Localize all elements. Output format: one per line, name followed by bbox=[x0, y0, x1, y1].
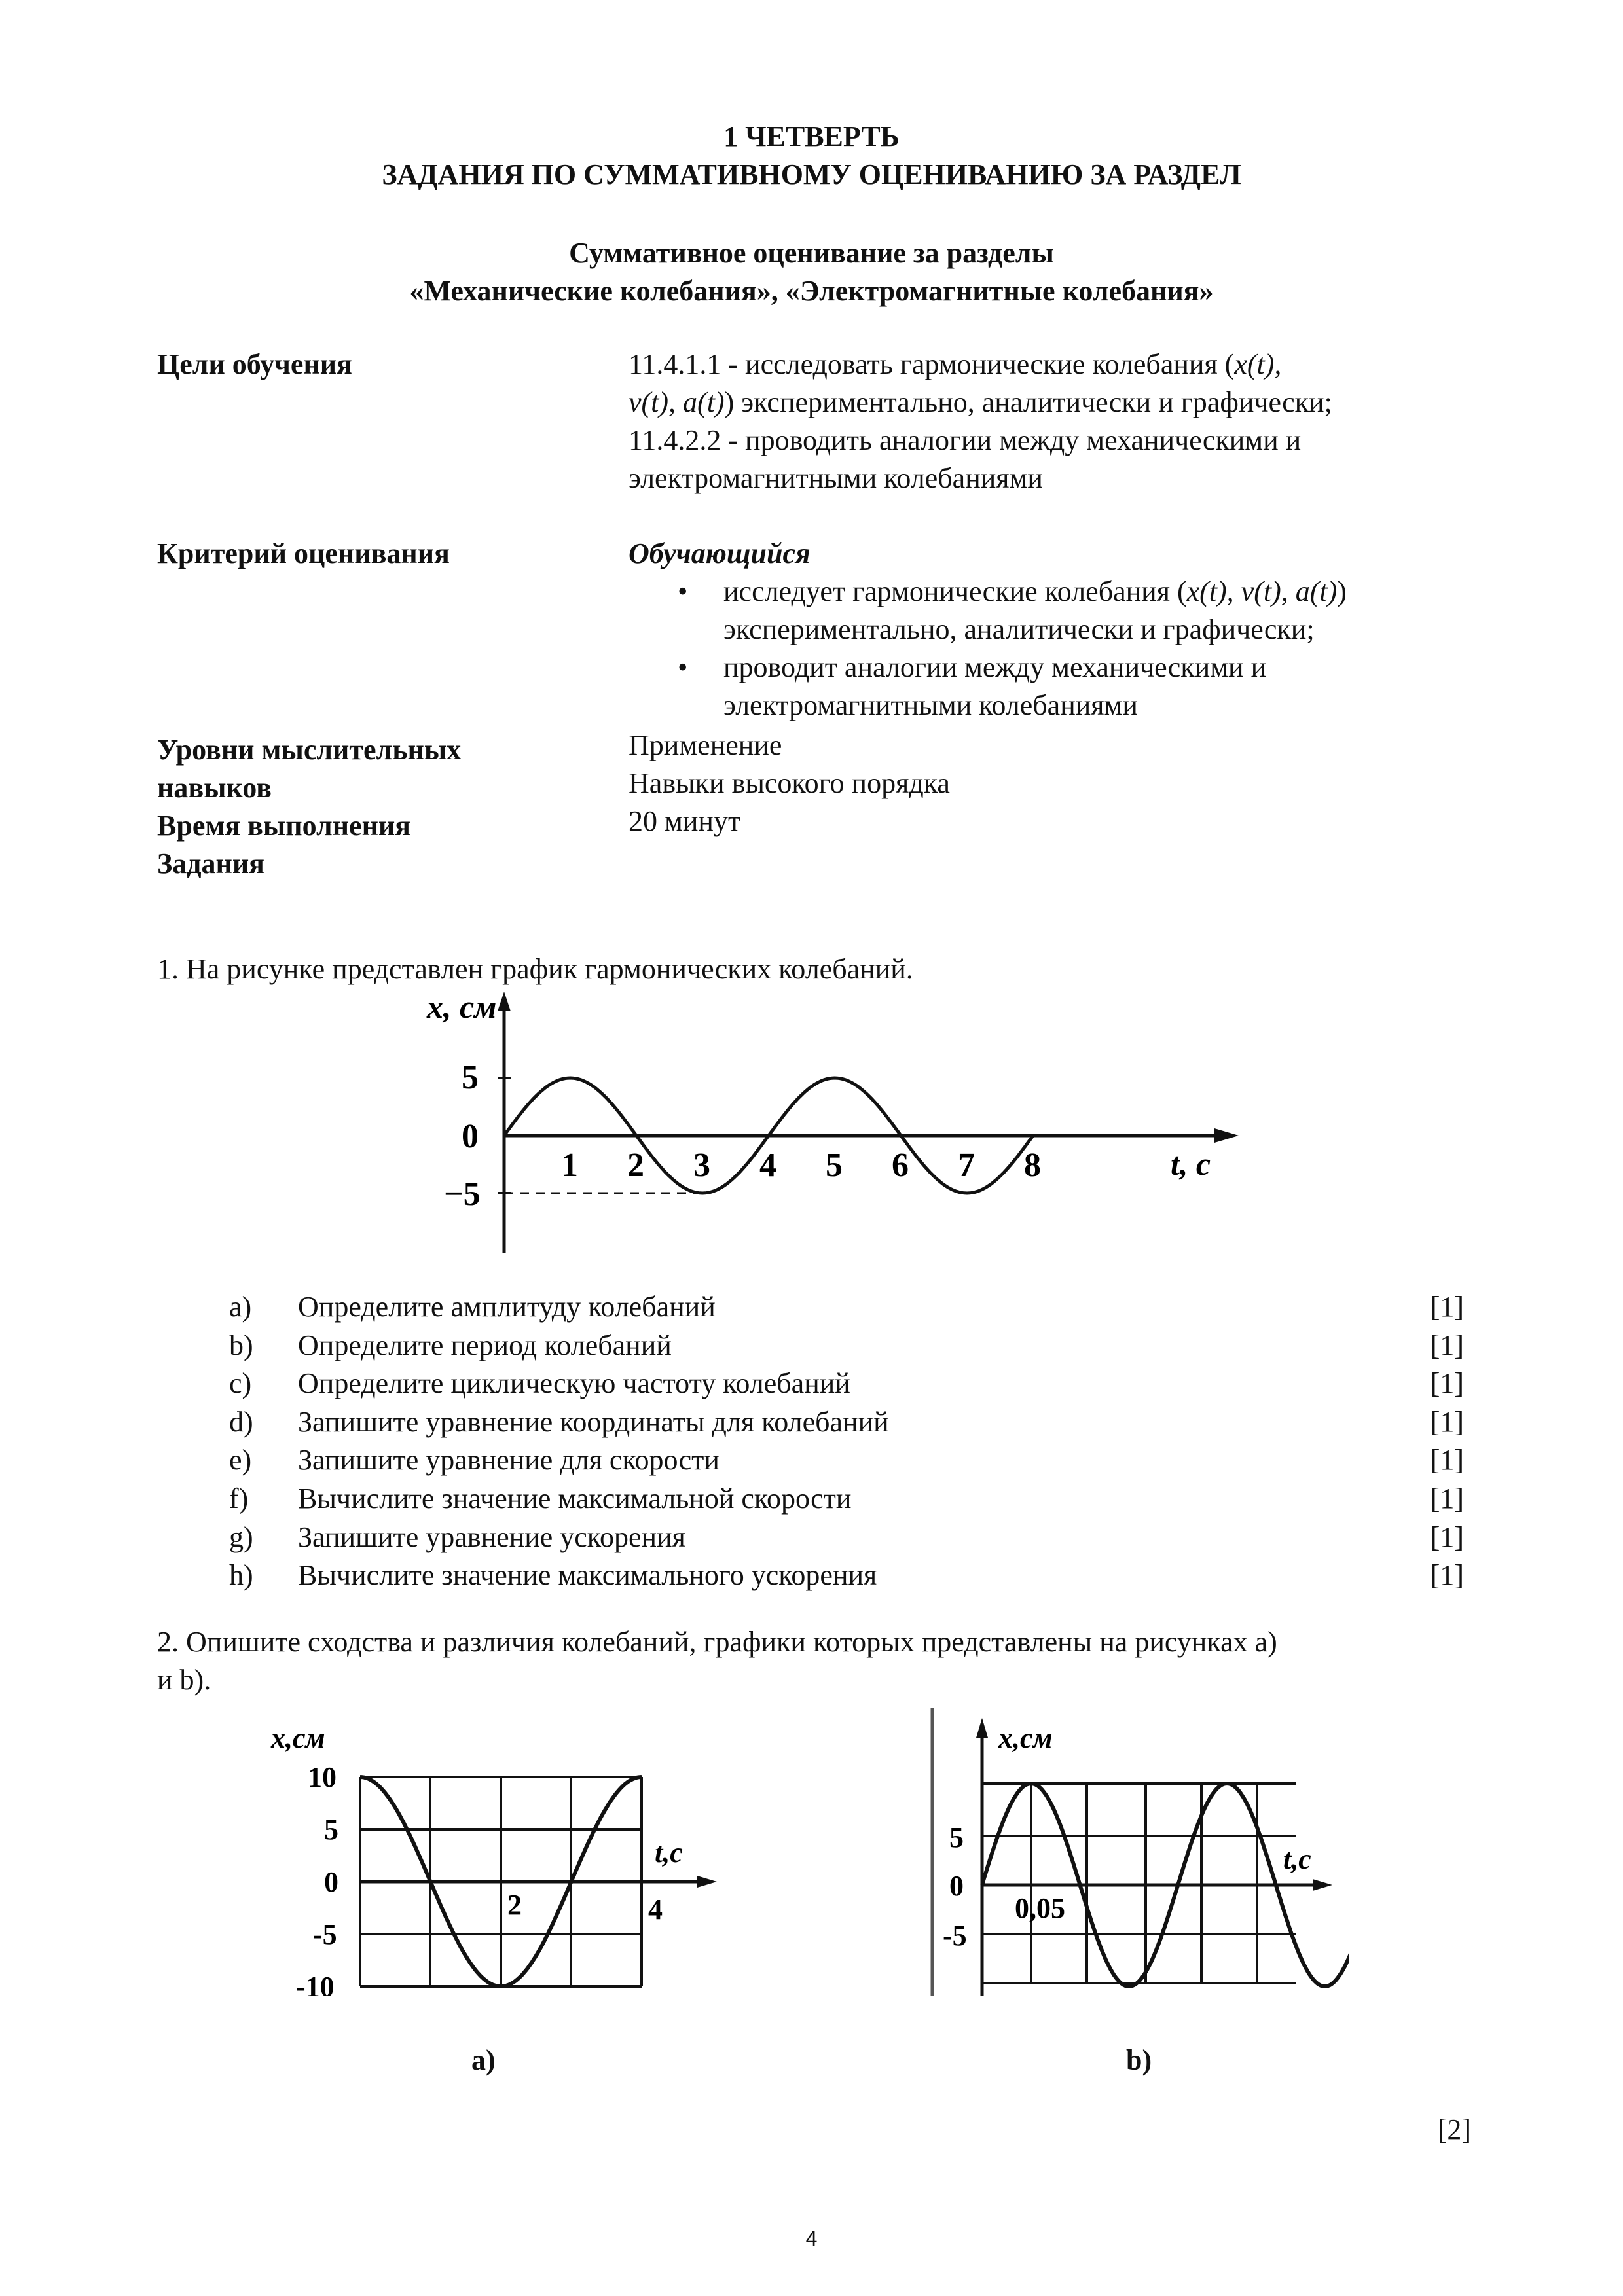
question-1-text: 1. На рисунке представлен график гармонических колебаний. bbox=[157, 953, 913, 985]
q1-item-letter: d) bbox=[229, 1405, 253, 1438]
y-axis-label: x, см bbox=[427, 988, 497, 1025]
q1-item-letter: e) bbox=[229, 1444, 252, 1477]
x-tick-label: 7 bbox=[958, 1147, 975, 1184]
y-axis-arrow bbox=[498, 992, 511, 1011]
chart-b bbox=[930, 1702, 1349, 2003]
chart-b-xlabel: t,c bbox=[1283, 1843, 1311, 1875]
criteria-label: Критерий оценивания bbox=[157, 537, 450, 569]
criteria-head: Обучающийся bbox=[629, 537, 811, 569]
levels-label-2: навыков bbox=[157, 772, 272, 804]
caption-b: b) bbox=[1126, 2044, 1152, 2076]
q1-item-mark: [1] bbox=[1430, 1482, 1464, 1515]
bullet-2: • bbox=[678, 651, 688, 683]
section-title: ЗАДАНИЯ ПО СУММАТИВНОМУ ОЦЕНИВАНИЮ ЗА РАЗДЕЛ bbox=[382, 158, 1241, 190]
goals-label: Цели обучения bbox=[157, 348, 352, 380]
chart-a-xtick-4: 4 bbox=[648, 1893, 663, 1926]
q1-item-mark: [1] bbox=[1430, 1405, 1464, 1438]
question-2-text-line-2: и b). bbox=[157, 1664, 211, 1696]
page-number: 4 bbox=[805, 2227, 818, 2250]
x-axis-arrow bbox=[1214, 1128, 1239, 1143]
criteria-bullet-1: исследует гармонические колебания (x(t), v(t), a(t)) bbox=[723, 575, 1347, 607]
chart-b-x-arrow bbox=[1313, 1879, 1332, 1891]
q1-item-mark: [1] bbox=[1430, 1520, 1464, 1553]
chart-b-ytick-minus5: -5 bbox=[943, 1920, 967, 1952]
chart-a-ytick-0: 0 bbox=[324, 1866, 338, 1898]
caption-a: а) bbox=[471, 2044, 496, 2076]
bullet-1: • bbox=[678, 575, 688, 607]
x-tick-label: 6 bbox=[892, 1147, 909, 1184]
chart-b-y-arrow bbox=[976, 1718, 988, 1738]
q1-item-mark: [1] bbox=[1430, 1559, 1464, 1592]
q1-item-text: Определите период колебаний bbox=[298, 1329, 672, 1361]
chart-a-ytick-5: 5 bbox=[324, 1814, 338, 1846]
q1-item-text: Определите циклическую частоту колебаний bbox=[298, 1367, 850, 1400]
y-tick-label-0: 0 bbox=[462, 1118, 479, 1155]
q1-item-text: Вычислите значение максимального ускорения bbox=[298, 1559, 877, 1592]
criteria-bullet-2: проводит аналогии между механическими и bbox=[723, 651, 1267, 683]
x-axis-label: t, с bbox=[1171, 1145, 1211, 1182]
levels-value-1: Применение bbox=[629, 729, 782, 761]
q1-item-text: Вычислите значение максимальной скорости bbox=[298, 1482, 852, 1515]
question-2-text-line-1: 2. Опишите сходства и различия колебаний, графики которых представлены на рисунках а) bbox=[157, 1626, 1277, 1658]
y-tick-label-5: 5 bbox=[462, 1059, 479, 1096]
x-tick-label: 2 bbox=[627, 1147, 644, 1184]
q1-item-text: Определите амплитуду колебаний bbox=[298, 1291, 716, 1323]
q1-item-letter: b) bbox=[229, 1329, 253, 1361]
goal-line-3: 11.4.2.2 - проводить аналогии между механическими и bbox=[629, 424, 1302, 456]
q1-item-letter: c) bbox=[229, 1367, 252, 1400]
q1-item-mark: [1] bbox=[1430, 1444, 1464, 1477]
x-tick-label: 5 bbox=[826, 1147, 843, 1184]
chart-a-ytick-10: 10 bbox=[308, 1761, 337, 1793]
chart-a bbox=[262, 1715, 746, 1996]
assessment-sections: «Механические колебания», «Электромагнитные колебания» bbox=[409, 275, 1214, 307]
criteria-bullet-2-line-2: электромагнитными колебаниями bbox=[723, 689, 1138, 721]
chart-a-x-arrow bbox=[697, 1876, 717, 1888]
q1-item-letter: f) bbox=[229, 1482, 249, 1515]
levels-label-1: Уровни мыслительных bbox=[157, 734, 462, 766]
q1-item-text: Запишите уравнение для скорости bbox=[298, 1444, 720, 1477]
q1-item-letter: a) bbox=[229, 1291, 252, 1323]
x-tick-label: 3 bbox=[693, 1147, 710, 1184]
q1-item-letter: g) bbox=[229, 1520, 253, 1553]
chart-a-xtick-2: 2 bbox=[507, 1889, 522, 1921]
x-tick-label: 4 bbox=[759, 1147, 776, 1184]
chart-harmonic bbox=[412, 985, 1257, 1260]
chart-a-xlabel: t,c bbox=[655, 1837, 683, 1869]
levels-value-2: Навыки высокого порядка bbox=[629, 767, 950, 799]
goal-line-1: 11.4.1.1 - исследовать гармонические колебания (x(t), bbox=[629, 348, 1282, 380]
q1-item-mark: [1] bbox=[1430, 1291, 1464, 1323]
x-tick-label: 8 bbox=[1024, 1147, 1041, 1184]
quarter-title: 1 ЧЕТВЕРТЬ bbox=[723, 120, 900, 152]
q1-item-letter: h) bbox=[229, 1559, 253, 1592]
goal-line-2: v(t), a(t)) экспериментально, аналитически и графически; bbox=[629, 386, 1332, 418]
chart-b-xtick-005: 0,05 bbox=[1015, 1892, 1065, 1924]
q1-item-mark: [1] bbox=[1430, 1329, 1464, 1361]
chart-a-ytick-minus10: -10 bbox=[296, 1971, 335, 1996]
x-tick-label: 1 bbox=[561, 1147, 578, 1184]
time-value: 20 минут bbox=[629, 805, 741, 837]
chart-b-ylabel: x,см bbox=[998, 1722, 1053, 1754]
q1-item-text: Запишите уравнение ускорения bbox=[298, 1520, 685, 1553]
q1-item-text: Запишите уравнение координаты для колебаний bbox=[298, 1405, 889, 1438]
chart-b-ytick-0: 0 bbox=[949, 1870, 964, 1902]
time-label-1: Время выполнения bbox=[157, 810, 411, 842]
chart-a-ylabel: x,см bbox=[271, 1722, 325, 1754]
question-2-mark: [2] bbox=[1437, 2113, 1471, 2145]
q1-item-mark: [1] bbox=[1430, 1367, 1464, 1400]
assessment-title: Суммативное оценивание за разделы bbox=[569, 237, 1054, 269]
criteria-bullet-1-line-2: экспериментально, аналитически и графически; bbox=[723, 613, 1315, 645]
goal-line-4: электромагнитными колебаниями bbox=[629, 462, 1043, 494]
chart-a-ytick-minus5: -5 bbox=[313, 1918, 337, 1950]
time-label-2: Задания bbox=[157, 848, 264, 880]
chart-b-ytick-5: 5 bbox=[949, 1821, 964, 1854]
y-tick-label-minus5: −5 bbox=[444, 1175, 481, 1213]
